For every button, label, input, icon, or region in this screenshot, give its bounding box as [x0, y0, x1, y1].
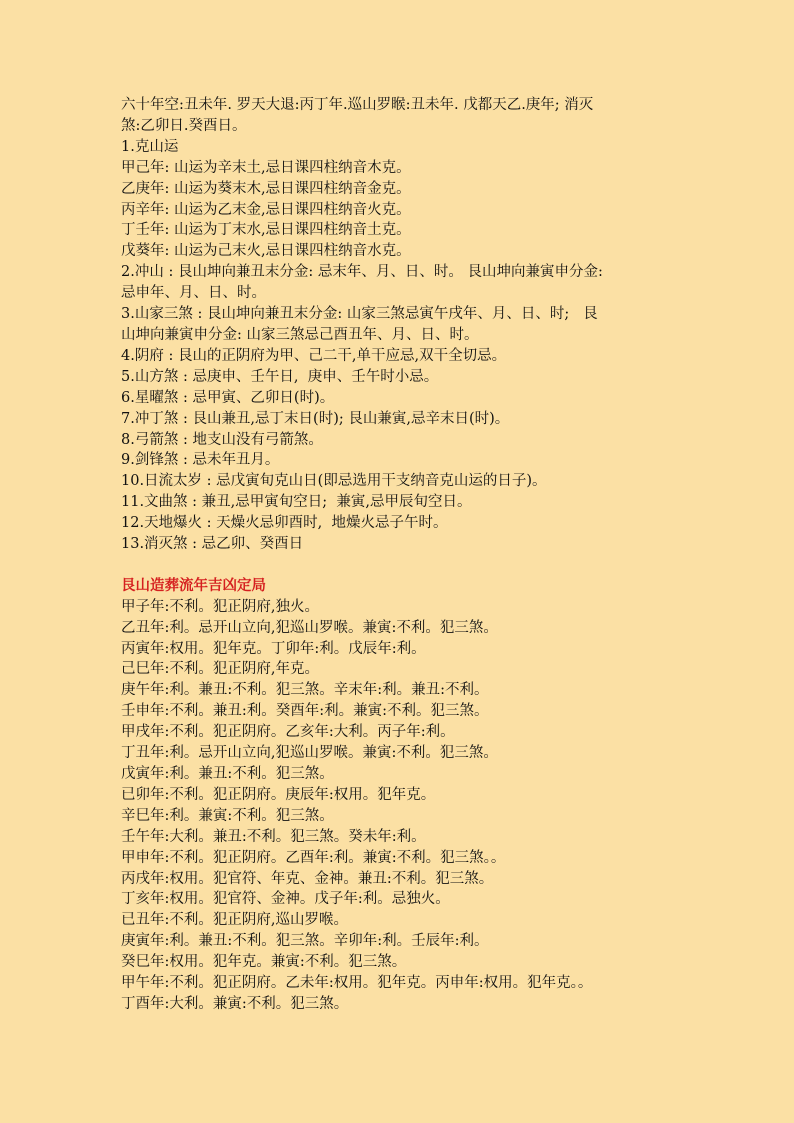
year-entry: 甲申年:不利。犯正阴府。乙酉年:利。兼寅:不利。犯三煞。。	[121, 849, 506, 866]
year-entry: 壬午年:大利。兼丑:不利。犯三煞。癸未年:利。	[121, 828, 426, 845]
text-line: 5.山方煞 : 忌庚申、壬午日, 庚申、壬午时小忌。	[121, 368, 439, 385]
text-line: 丁壬年: 山运为丁末水,忌日课四柱纳音土克。	[121, 222, 411, 239]
year-entry: 丁丑年:利。忌开山立向,犯巡山罗喉。兼寅:不利。犯三煞。	[121, 745, 498, 762]
text-line: 9.剑锋煞 : 忌未年丑月。	[121, 452, 280, 469]
year-entry: 庚寅年:利。兼丑:不利。犯三煞。辛卯年:利。壬辰年:利。	[121, 933, 489, 950]
year-entry: 甲子年:不利。犯正阴府,独火。	[121, 598, 319, 615]
text-line: 忌申年、月、日、时。	[121, 285, 266, 302]
yearly-fortune-section	[121, 597, 681, 1015]
text-line: 六十年空:丑未年. 罗天大退:丙丁年.巡山罗睺:丑未年. 戊都天乙.庚年; 消灭	[121, 97, 594, 113]
year-entry: 癸巳年:权用。犯年克。兼寅:不利。犯三煞。	[121, 954, 407, 971]
year-entry: 丙寅年:权用。犯年克。丁卯年:利。戊辰年:利。	[121, 640, 426, 657]
text-line: 13.消灭煞 : 忌乙卯、癸酉日	[121, 536, 304, 553]
text-line: 12.天地爆火 : 天燥火忌卯酉时, 地燥火忌子午时。	[121, 515, 448, 532]
taboo-list-section	[121, 95, 681, 555]
text-line: 3.山家三煞 : 艮山坤向兼丑末分金: 山家三煞忌寅午戌年、月、日、时; 艮	[121, 306, 598, 323]
year-entry: 庚午年:利。兼丑:不利。犯三煞。辛末年:利。兼丑:不利。	[121, 682, 489, 699]
text-line: 山坤向兼寅申分金: 山家三煞忌己酉丑年、月、日、时。	[121, 326, 479, 343]
text-line: 乙庚年: 山运为葵末木,忌日课四柱纳音金克。	[121, 180, 411, 197]
text-line: 戊葵年: 山运为己末火,忌日课四柱纳音水克。	[121, 243, 411, 260]
text-line: 11.文曲煞 : 兼丑,忌甲寅旬空日; 兼寅,忌甲辰旬空日。	[121, 494, 472, 511]
document-page	[121, 95, 681, 1015]
year-entry: 己巳年:不利。犯正阴府,年克。	[121, 661, 319, 678]
year-entry: 辛巳年:利。兼寅:不利。犯三煞。	[121, 807, 334, 824]
text-line: 10.日流太岁 : 忌戊寅旬克山日(即忌选用干支纳音克山运的日子)。	[121, 473, 547, 490]
text-line: 8.弓箭煞 : 地支山没有弓箭煞。	[121, 431, 323, 448]
text-line: 6.星曜煞 : 忌甲寅、乙卯日(时)。	[121, 389, 335, 406]
year-entry: 丁酉年:大利。兼寅:不利。犯三煞。	[121, 995, 349, 1012]
text-line: 甲己年: 山运为辛末土,忌日课四柱纳音木克。	[121, 159, 411, 176]
year-entry: 乙丑年:利。忌开山立向,犯巡山罗喉。兼寅:不利。犯三煞。	[121, 619, 498, 636]
text-line: 丙辛年: 山运为乙末金,忌日课四柱纳音火克。	[121, 201, 411, 218]
text-line: 4.阴府 : 艮山的正阴府为甲、己二干,单干应忌,双干全切忌。	[121, 347, 507, 364]
year-entry: 戊寅年:利。兼丑:不利。犯三煞。	[121, 765, 334, 782]
text-line: 7.冲丁煞 : 艮山兼丑,忌丁末日(时); 艮山兼寅,忌辛末日(时)。	[121, 410, 510, 427]
year-entry: 壬申年:不利。兼丑:利。癸酉年:利。兼寅:不利。犯三煞。	[121, 703, 489, 720]
text-line: 1.克山运	[121, 138, 179, 155]
year-entry: 甲午年:不利。犯正阴府。乙未年:权用。犯年克。丙申年:权用。犯年克。。	[121, 975, 593, 992]
text-line: 煞:乙卯日.癸酉日。	[121, 117, 247, 134]
section-heading: 艮山造葬流年吉凶定局	[121, 576, 266, 594]
year-entry: 已丑年:不利。犯正阴府,巡山罗喉。	[121, 912, 348, 929]
year-entry: 丙戌年:权用。犯官符、年克、金神。兼丑:不利。犯三煞。	[121, 870, 494, 887]
year-entry: 丁亥年:权用。犯官符、金神。戊子年:利。忌独火。	[121, 891, 450, 908]
text-line: 2.冲山 : 艮山坤向兼丑末分金: 忌末年、月、日、时。 艮山坤向兼寅申分金:	[121, 264, 603, 281]
year-entry: 甲戌年:不利。犯正阴府。乙亥年:大利。丙子年:利。	[121, 724, 455, 741]
year-entry: 已卯年:不利。犯正阴府。庚辰年:权用。犯年克。	[121, 786, 436, 803]
section-spacer	[121, 555, 681, 576]
